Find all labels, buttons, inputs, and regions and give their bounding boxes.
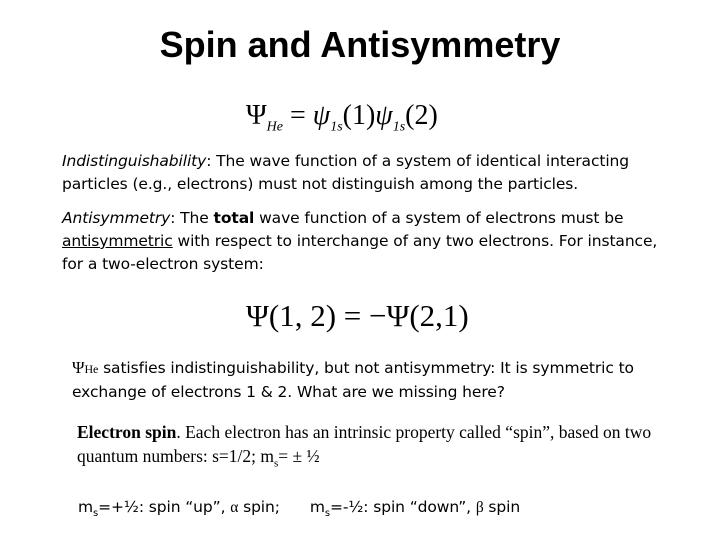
psi-he-paragraph: [72, 356, 682, 404]
equation-antisymmetry: Ψ(1, 2) = −Ψ(2,1): [246, 298, 469, 333]
spin-up-suffix: spin;: [238, 498, 280, 516]
psi-he-text: satisfies indistinguishability, but not antisymmetry: It is symmetric to exchange of electrons 1 & 2. What are we missing here?: [72, 359, 634, 401]
electron-spin-term: Electron spin: [77, 422, 177, 442]
psi-symbol: Ψ: [72, 358, 85, 377]
eq1-lhs-symbol: Ψ: [246, 100, 267, 131]
eq1-f2-symbol: ψ: [375, 100, 393, 131]
antisymmetric-underlined: antisymmetric: [62, 232, 173, 250]
antisymmetry-text-b: wave function of a system of electrons must be: [254, 209, 624, 227]
indistinguishability-paragraph: [62, 150, 672, 196]
spin-up-m: m: [78, 498, 93, 516]
eq1-f1-sub: 1s: [330, 119, 343, 135]
antisymmetry-text-c: with respect to interchange of any two electrons. For instance, for a two-electron system:: [62, 232, 658, 273]
eq1-f2-arg: (2): [405, 100, 438, 131]
spin-states-line: [78, 496, 698, 525]
spin-down-item: [309, 498, 521, 520]
eq1-f1-arg: (1): [342, 100, 376, 131]
antisymmetry-paragraph: [62, 207, 672, 276]
eq1-f1-symbol: ψ: [312, 100, 331, 131]
total-emphasis: total: [213, 209, 255, 227]
spin-up-item: [78, 498, 280, 520]
spin-up-sub: s: [93, 508, 99, 520]
electron-spin-text-b: = ± ½: [278, 446, 320, 466]
antisymmetry-term: Antisymmetry: [62, 209, 171, 227]
beta-symbol: β: [475, 499, 484, 516]
electron-spin-text-a: . Each electron has an intrinsic property called “spin”, based on two quantum numbers: s=1/2; m: [77, 422, 652, 466]
spin-down-sub: s: [324, 508, 330, 520]
spin-down-text: =-½: spin “down”,: [329, 498, 476, 516]
indistinguishability-term: Indistinguishability: [62, 152, 207, 170]
indistinguishability-text: : The wave function of a system of identical interacting particles (e.g., electrons) must not distinguish among the particles.: [62, 152, 630, 193]
ms-sub: s: [274, 457, 279, 470]
spin-up-text: =+½: spin “up”,: [98, 498, 231, 516]
spin-down-m: m: [309, 498, 325, 516]
electron-spin-paragraph: [77, 420, 697, 476]
antisymmetry-text-a: : The: [170, 209, 214, 227]
equation-he-wavefunction: [246, 100, 438, 136]
eq1-lhs-sub: He: [266, 119, 283, 135]
slide-title: Spin and Antisymmetry: [159, 24, 561, 65]
spin-down-suffix: spin: [483, 498, 521, 516]
psi-sub: He: [84, 362, 99, 376]
alpha-symbol: α: [230, 499, 239, 516]
eq1-equals: =: [283, 100, 313, 131]
eq1-f2-sub: 1s: [392, 119, 406, 135]
